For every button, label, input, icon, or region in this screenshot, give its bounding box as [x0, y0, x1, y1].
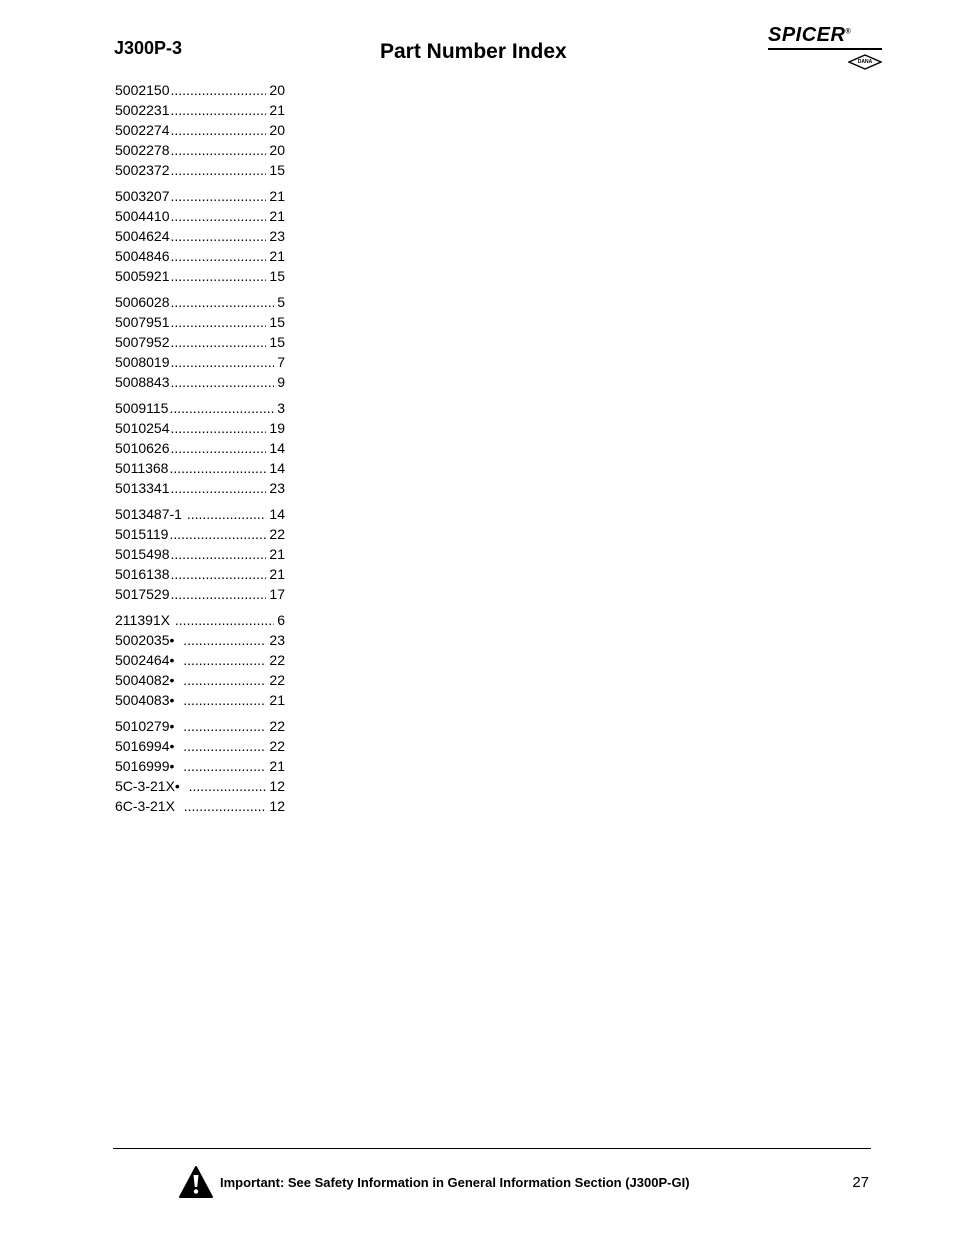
page-title: Part Number Index — [380, 40, 567, 63]
index-entry — [115, 372, 285, 392]
page-reference: 19 — [269, 420, 285, 436]
dot-leader — [183, 670, 266, 690]
logo-wordmark: SPICER® — [768, 24, 852, 46]
part-number: 5004624 — [115, 228, 170, 244]
index-entry — [115, 352, 285, 372]
dot-leader — [171, 226, 267, 246]
part-number: 5007952 — [115, 334, 170, 350]
part-number: 5002464• — [115, 652, 183, 668]
page-reference: 15 — [269, 334, 285, 350]
index-entry — [115, 312, 285, 332]
index-entry — [115, 266, 285, 286]
dot-leader — [171, 584, 267, 604]
index-entry — [115, 438, 285, 458]
page-reference: 21 — [269, 208, 285, 224]
dot-leader — [183, 690, 266, 710]
part-number: 5017529 — [115, 586, 170, 602]
page-reference: 21 — [269, 546, 285, 562]
part-number: 5016999• — [115, 758, 183, 774]
index-entry — [115, 610, 285, 630]
page-reference: 20 — [269, 122, 285, 138]
dot-leader — [171, 140, 267, 160]
dot-leader — [183, 650, 266, 670]
part-number: 5004083• — [115, 692, 183, 708]
dot-leader — [171, 292, 275, 312]
dot-leader — [184, 796, 267, 816]
part-number: 6C-3-21X — [115, 798, 183, 814]
part-number: 5013341 — [115, 480, 170, 496]
part-number: 5007951 — [115, 314, 170, 330]
dot-leader — [171, 564, 267, 584]
page-reference: 20 — [269, 142, 285, 158]
part-number: 5016138 — [115, 566, 170, 582]
index-entry — [115, 544, 285, 564]
dot-leader — [183, 736, 266, 756]
index-entry — [115, 776, 285, 796]
dot-leader — [171, 438, 267, 458]
index-group — [115, 186, 285, 286]
dot-leader — [171, 186, 267, 206]
page-reference: 22 — [269, 526, 285, 542]
page-reference: 14 — [269, 460, 285, 476]
page-number: 27 — [852, 1174, 869, 1191]
index-entry — [115, 524, 285, 544]
part-number: 5C-3-21X• — [115, 778, 188, 794]
dot-leader — [171, 312, 267, 332]
page-reference: 12 — [269, 798, 285, 814]
index-entry — [115, 292, 285, 312]
index-entry — [115, 478, 285, 498]
dot-leader — [171, 266, 267, 286]
logo-rule — [768, 48, 882, 50]
page-reference: 3 — [277, 400, 285, 416]
part-number-index — [115, 80, 285, 822]
index-entry — [115, 206, 285, 226]
part-number: 5009115 — [115, 400, 169, 416]
page-reference: 7 — [277, 354, 285, 370]
page-reference: 23 — [269, 480, 285, 496]
part-number: 5015498 — [115, 546, 170, 562]
index-entry — [115, 120, 285, 140]
dot-leader — [169, 398, 274, 418]
warning-icon — [178, 1165, 214, 1199]
dot-leader — [183, 756, 266, 776]
dot-leader — [169, 524, 266, 544]
index-entry — [115, 690, 285, 710]
dot-leader — [171, 160, 267, 180]
part-number: 5005921 — [115, 268, 170, 284]
spicer-logo — [768, 24, 882, 74]
index-group — [115, 80, 285, 180]
part-number: 5002372 — [115, 162, 170, 178]
index-entry — [115, 756, 285, 776]
dot-leader — [171, 478, 267, 498]
index-group — [115, 716, 285, 816]
part-number: 5010254 — [115, 420, 170, 436]
page-reference: 9 — [277, 374, 285, 390]
dot-leader — [189, 776, 267, 796]
part-number: 5016994• — [115, 738, 183, 754]
index-entry — [115, 504, 285, 524]
index-group — [115, 504, 285, 604]
dot-leader — [171, 246, 267, 266]
part-number: 5002231 — [115, 102, 170, 118]
index-entry — [115, 140, 285, 160]
index-group — [115, 610, 285, 710]
part-number: 5002035• — [115, 632, 183, 648]
part-number: 5011368 — [115, 460, 169, 476]
index-entry — [115, 226, 285, 246]
part-number: 5010626 — [115, 440, 170, 456]
part-number: 5004410 — [115, 208, 170, 224]
index-entry — [115, 630, 285, 650]
part-number: 5015119 — [115, 526, 169, 542]
page-reference: 15 — [269, 314, 285, 330]
part-number: 5008843 — [115, 374, 170, 390]
index-entry — [115, 796, 285, 816]
page-reference: 23 — [269, 632, 285, 648]
index-entry — [115, 186, 285, 206]
page-reference: 15 — [269, 268, 285, 284]
index-entry — [115, 398, 285, 418]
footer-divider — [113, 1148, 871, 1149]
part-number: 5004082• — [115, 672, 183, 688]
page-reference: 21 — [269, 248, 285, 264]
doc-code: J300P-3 — [114, 38, 183, 58]
page-reference: 17 — [269, 586, 285, 602]
page-reference: 5 — [277, 294, 285, 310]
dot-leader — [183, 630, 266, 650]
dot-leader — [171, 352, 275, 372]
page-reference: 15 — [269, 162, 285, 178]
page-reference: 21 — [269, 188, 285, 204]
page-reference: 21 — [269, 102, 285, 118]
index-entry — [115, 716, 285, 736]
index-entry — [115, 332, 285, 352]
index-entry — [115, 584, 285, 604]
index-entry — [115, 564, 285, 584]
dot-leader — [171, 206, 267, 226]
safety-notice: Important: See Safety Information in General Information Section (J300P-GI) — [220, 1175, 690, 1190]
dot-leader — [171, 544, 267, 564]
index-group — [115, 292, 285, 392]
dana-badge-icon: DANA — [848, 54, 882, 75]
index-entry — [115, 650, 285, 670]
dot-leader — [183, 716, 266, 736]
index-entry — [115, 736, 285, 756]
index-entry — [115, 100, 285, 120]
dot-leader — [171, 80, 267, 100]
index-entry — [115, 160, 285, 180]
index-entry — [115, 670, 285, 690]
index-entry — [115, 80, 285, 100]
page-reference: 22 — [269, 738, 285, 754]
dot-leader — [171, 372, 275, 392]
page-reference: 14 — [269, 506, 285, 522]
page-reference: 6 — [277, 612, 285, 628]
page-reference: 21 — [269, 566, 285, 582]
page-reference: 22 — [269, 672, 285, 688]
dot-leader — [171, 120, 267, 140]
dot-leader — [171, 418, 267, 438]
part-number: 5002150 — [115, 82, 170, 98]
page-reference: 22 — [269, 718, 285, 734]
dot-leader — [171, 100, 267, 120]
index-group — [115, 398, 285, 498]
part-number: 5003207 — [115, 188, 170, 204]
page-reference: 23 — [269, 228, 285, 244]
page-reference: 14 — [269, 440, 285, 456]
page-reference: 22 — [269, 652, 285, 668]
index-entry — [115, 458, 285, 478]
part-number: 5002278 — [115, 142, 170, 158]
part-number: 5004846 — [115, 248, 170, 264]
dot-leader — [169, 458, 266, 478]
part-number: 5008019 — [115, 354, 170, 370]
dot-leader — [175, 610, 274, 630]
page-reference: 20 — [269, 82, 285, 98]
page-reference: 21 — [269, 692, 285, 708]
page-reference: 12 — [269, 778, 285, 794]
part-number: 5010279• — [115, 718, 183, 734]
part-number: 5006028 — [115, 294, 170, 310]
part-number: 5013487-1 — [115, 506, 186, 522]
part-number: 5002274 — [115, 122, 170, 138]
index-entry — [115, 246, 285, 266]
dot-leader — [187, 504, 267, 524]
page-reference: 21 — [269, 758, 285, 774]
dot-leader — [171, 332, 267, 352]
index-entry — [115, 418, 285, 438]
part-number: 211391X — [115, 612, 174, 628]
